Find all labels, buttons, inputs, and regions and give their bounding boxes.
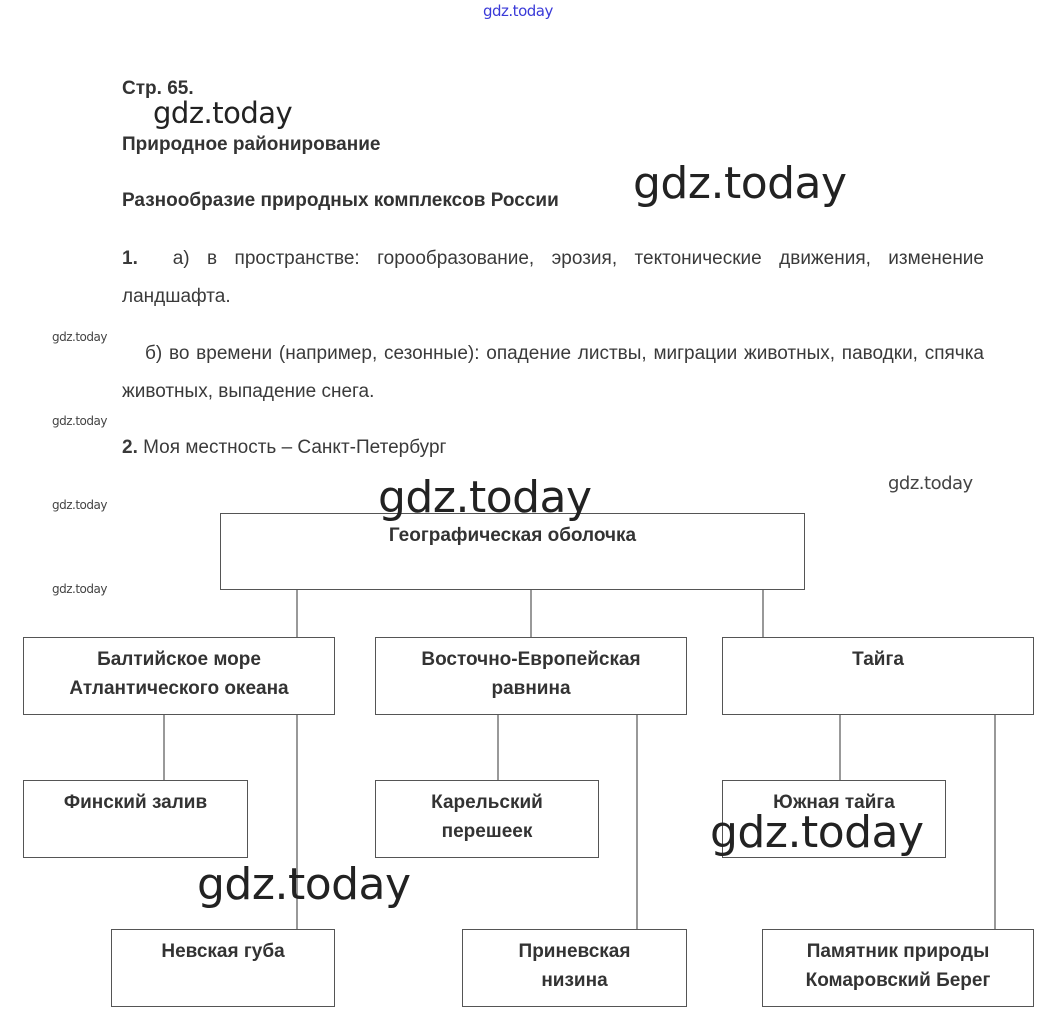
diagram-box-gulf-of-finland <box>23 780 248 858</box>
page-reference: Стр. 65. <box>122 78 194 99</box>
diagram-box-baltic-sea <box>23 637 335 715</box>
watermark: gdz.today <box>710 807 924 858</box>
box-line: Южная тайга <box>773 792 895 813</box>
answer-1a-text: а) в пространстве: горообразование, эрозия, тектонические движения, изменение ландшафта. <box>122 248 984 307</box>
watermark: gdz.today <box>52 330 107 344</box>
diagram-box-komarovsky-shore <box>762 929 1034 1007</box>
answer-2-number: 2. <box>122 437 138 458</box>
box-line: Тайга <box>852 649 904 670</box>
box-line: Балтийское море <box>97 649 261 670</box>
watermark: gdz.today <box>197 859 411 910</box>
section-title: Природное районирование <box>122 134 381 155</box>
watermark: gdz.today <box>378 472 592 523</box>
watermark: gdz.today <box>52 582 107 596</box>
box-line: Карельский <box>431 792 543 813</box>
watermark-top: gdz.today <box>483 2 553 20</box>
diagram-box-karelian-isthmus <box>375 780 599 858</box>
box-line: Атлантического океана <box>69 678 289 699</box>
watermark: gdz.today <box>52 414 107 428</box>
watermark: gdz.today <box>153 96 293 130</box>
diagram-root-label: Географическая оболочка <box>388 525 637 546</box>
box-line: равнина <box>491 678 571 699</box>
answer-2-text: Моя местность – Санкт-Петербург <box>143 437 447 458</box>
diagram-box-neva-bay <box>111 929 335 1007</box>
box-line: Невская губа <box>161 941 285 962</box>
box-line: Финский залив <box>63 792 208 813</box>
watermark: gdz.today <box>633 158 847 209</box>
diagram-box-east-european-plain <box>375 637 687 715</box>
diagram-box-neva-lowland <box>462 929 687 1007</box>
box-line: Приневская <box>518 941 631 962</box>
diagram-box-taiga <box>722 637 1034 715</box>
diagram-root-box <box>220 513 805 590</box>
answer-1b: б) во времени (например, сезонные): опадение листвы, миграции животных, паводки, спячка животных, выпадение снега. <box>122 343 984 402</box>
box-line: перешеек <box>441 821 533 842</box>
box-line: Памятник природы <box>806 941 990 962</box>
box-line: низина <box>541 970 608 991</box>
answer-1-number: 1. <box>122 248 138 269</box>
box-line: Восточно-Европейская <box>421 649 641 670</box>
watermark: gdz.today <box>52 498 107 512</box>
topic-title: Разнообразие природных комплексов России <box>122 190 559 211</box>
box-line: Комаровский Берег <box>805 970 991 991</box>
watermark: gdz.today <box>888 473 973 494</box>
